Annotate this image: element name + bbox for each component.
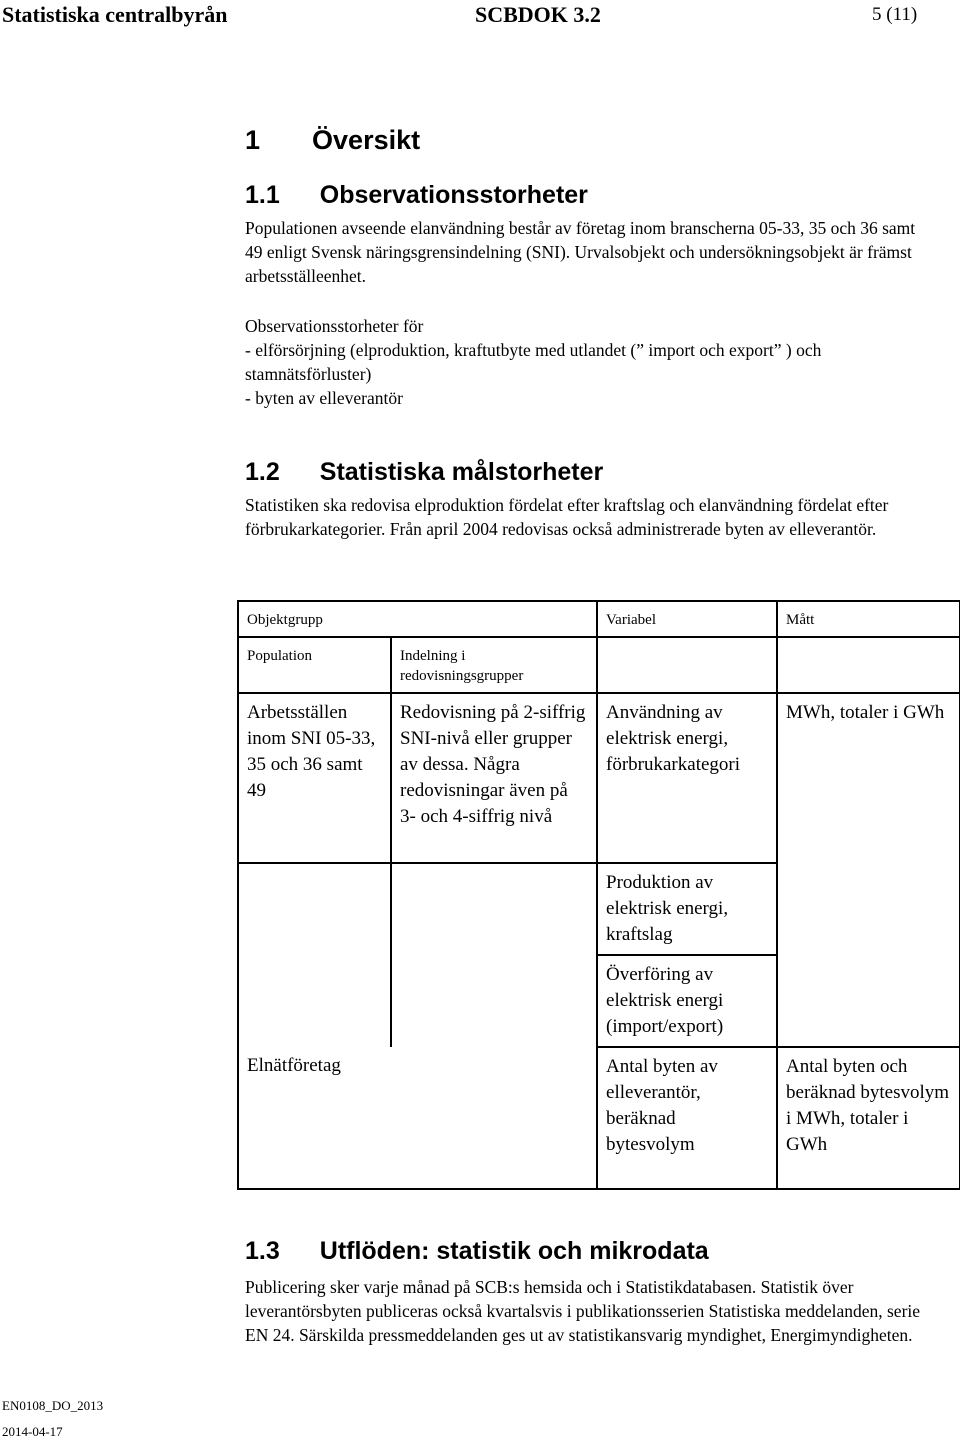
section-1-heading	[245, 125, 420, 156]
cell-variabel: Användning av elektrisk energi, förbrukarkategori	[597, 693, 777, 863]
section-1-1-number: 1.1	[245, 181, 280, 209]
cell-variabel: Överföring av elektrisk energi (import/export)	[597, 955, 777, 1047]
table-row	[238, 1047, 960, 1189]
observation-item-2: - byten av elleverantör	[245, 388, 403, 408]
observation-intro: Observationsstorheter för	[245, 316, 424, 336]
section-1-3-number: 1.3	[245, 1237, 280, 1265]
section-1-3-title: Utflöden: statistik och mikrodata	[319, 1237, 709, 1265]
cell-variabel: Antal byten av elleverantör, beräknad bytesvolym	[597, 1047, 777, 1189]
population-paragraph: Populationen avseende elanvändning består av företag inom branscherna 05-33, 35 och 36 samt 49 enligt Svensk näringsgrensindelning (SNI). Urvalsobjekt och undersökningsobjekt är främst arbetsställeenhet.	[245, 218, 916, 286]
cell-matt: MWh, totaler i GWh	[777, 693, 960, 1047]
cell-population: Arbetsställen inom SNI 05-33, 35 och 36 samt 49	[238, 693, 391, 863]
section-1-number: 1	[245, 125, 261, 155]
header-doc-id: SCBDOK 3.2	[475, 2, 601, 27]
header-indelning: Indelning i redovisningsgrupper	[391, 637, 597, 693]
header-objektgrupp: Objektgrupp	[238, 601, 597, 637]
section-1-1-title: Observationsstorheter	[319, 181, 588, 209]
observation-item-1: - elförsörjning (elproduktion, kraftutbyte med utlandet (” import och export” ) och stamnätsförluster)	[245, 340, 822, 384]
section-1-2-heading	[245, 458, 603, 487]
cell-matt: Antal byten och beräknad bytesvolym i MWh, totaler i GWh	[777, 1047, 960, 1189]
footer-date: 2014-04-17	[2, 1424, 63, 1439]
target-paragraph: Statistiken ska redovisa elproduktion fördelat efter kraftslag och elanvändning fördelat efter förbrukarkategorier. Från april 2004 redovisas också administrerade byten av elleverantör.	[245, 495, 889, 539]
section-1-1-heading	[245, 181, 588, 210]
section-1-3-heading	[245, 1237, 709, 1266]
section-1-title: Översikt	[312, 125, 421, 155]
table-subheader-row	[238, 637, 960, 693]
output-paragraph: Publicering sker varje månad på SCB:s hemsida och i Statistikdatabasen. Statistik över leverantörsbyten publiceras också kvartalsvis i publikationsserien Statistiska meddelanden, serie EN 24. Särskilda pressmeddelanden ges ut av statistikansvarig myndighet, Energimyndigheten.	[245, 1277, 921, 1345]
header-population: Population	[238, 637, 391, 693]
subheader-empty-matt	[777, 637, 960, 693]
section-1-2-number: 1.2	[245, 458, 280, 486]
observation-table	[237, 600, 960, 1190]
table-row	[238, 693, 960, 863]
table-header-row	[238, 601, 960, 637]
header-page-number: 5 (11)	[872, 4, 918, 25]
section-1-2-body	[245, 493, 935, 541]
section-1-1-body	[245, 216, 935, 288]
cell-indelning: Redovisning på 2-siffrig SNI-nivå eller grupper av dessa. Några redovisningar även på 3- och 4-siffrig nivå	[391, 693, 597, 863]
section-1-3-body	[245, 1275, 935, 1347]
header-org: Statistiska centralbyrån	[2, 2, 228, 27]
footer-code: EN0108_DO_2013	[2, 1398, 104, 1413]
cell-population: Elnätföretag	[238, 1047, 597, 1189]
section-1-2-title: Statistiska målstorheter	[319, 458, 604, 486]
cell-variabel: Produktion av elektrisk energi, kraftslag	[597, 863, 777, 955]
cell-population-empty	[238, 863, 391, 1047]
observation-list	[245, 314, 935, 410]
header-matt: Mått	[777, 601, 960, 637]
subheader-empty-variabel	[597, 637, 777, 693]
header-variabel: Variabel	[597, 601, 777, 637]
cell-indelning-empty	[391, 863, 597, 1047]
